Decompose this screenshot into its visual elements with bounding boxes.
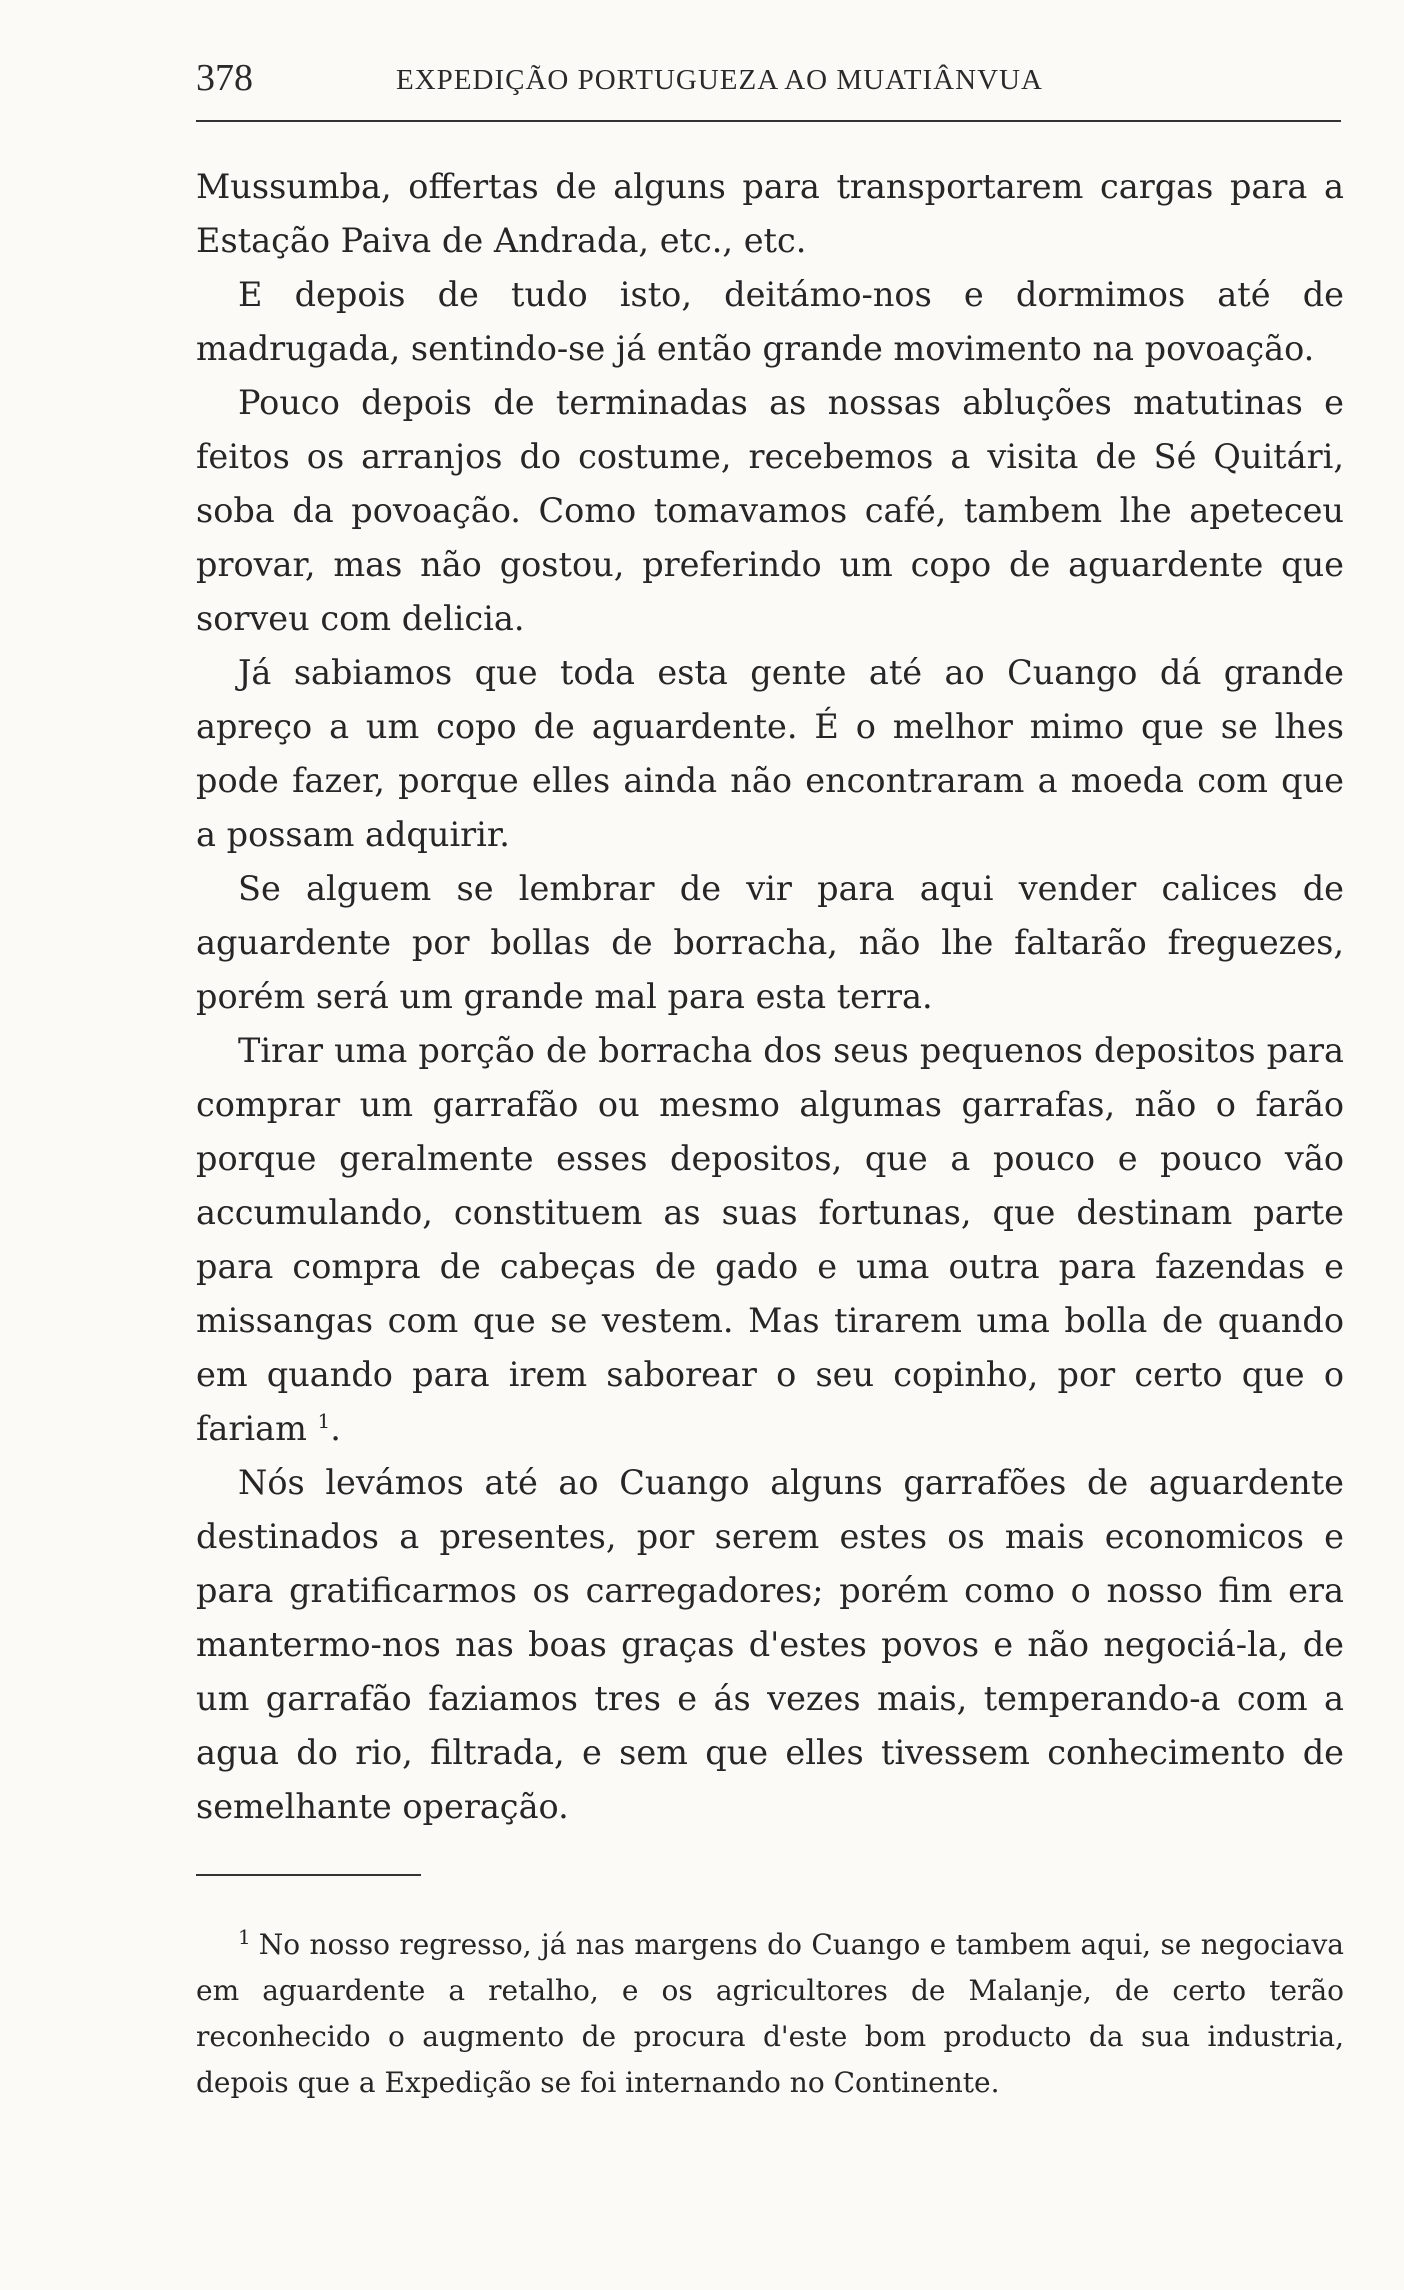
running-title: EXPEDIÇÃO PORTUGUEZA AO MUATIÂNVUA: [396, 64, 1043, 96]
footnote: [196, 1922, 1344, 2106]
paragraph: Mussumba, offertas de alguns para transportarem cargas para a Estação Paiva de Andrada, etc., etc.: [196, 167, 1344, 260]
page-number: 378: [196, 57, 253, 99]
page-header: [196, 56, 1341, 112]
paragraph: Pouco depois de terminadas as nossas abluções matutinas e feitos os arranjos do costume, recebemos a visita de Sé Quitári, soba da povoação. Como tomavamos café, tambem lhe apeteceu provar, mas não gostou, preferindo um copo de aguardente que sorveu com delicia.: [196, 383, 1344, 638]
paragraph: Nós levámos até ao Cuango alguns garrafões de aguardente destinados a presentes, por serem estes os mais economicos e para gratificarmos os carregadores; porém como o nosso fim era mantermo-nos nas boas graças d'estes povos e não negociá-la, de um garrafão faziamos tres e ás vezes mais, temperando-a com a agua do rio, filtrada, e sem que elles tivessem conhecimento de semelhante operação.: [196, 1463, 1344, 1826]
paragraph: E depois de tudo isto, deitámo-nos e dormimos até de madrugada, sentindo-se já então grande movimento na povoação.: [196, 275, 1344, 368]
footnote-reference[interactable]: 1: [317, 1408, 331, 1433]
footnote-text: No nosso regresso, já nas margens do Cuango e tambem aqui, se negociava em aguardente a retalho, e os agricultores de Malanje, de certo terão reconhecido o augmento de procura d'este bom producto da sua industria, depois que a Expedição se foi internando no Continente.: [196, 1928, 1344, 2099]
paragraph: [196, 1024, 1344, 1456]
footnote-rule: [196, 1874, 421, 1876]
paragraph: Se alguem se lembrar de vir para aqui vender calices de aguardente por bollas de borracha, não lhe faltarão freguezes, porém será um grande mal para esta terra.: [196, 869, 1344, 1016]
body-text: [196, 160, 1344, 1834]
header-rule: [196, 120, 1341, 122]
footnote-mark: 1: [238, 1924, 251, 1949]
paragraph-text: Tirar uma porção de borracha dos seus pequenos depositos para comprar um garrafão ou mesmo algumas garrafas, não o farão porque geralmente esses depositos, que a pouco e pouco vão accumulando, constituem as suas fortunas, que destinam parte para compra de cabeças de gado e uma outra para fazendas e missangas com que se vestem. Mas tirarem uma bolla de quando em quando para irem saborear o seu copinho, por certo que o fariam: [196, 1031, 1344, 1448]
paragraph: Já sabiamos que toda esta gente até ao Cuango dá grande apreço a um copo de aguardente. É o melhor mimo que se lhes pode fazer, porque elles ainda não encontraram a moeda com que a possam adquirir.: [196, 653, 1344, 854]
paragraph-end-punctuation: .: [330, 1409, 341, 1448]
